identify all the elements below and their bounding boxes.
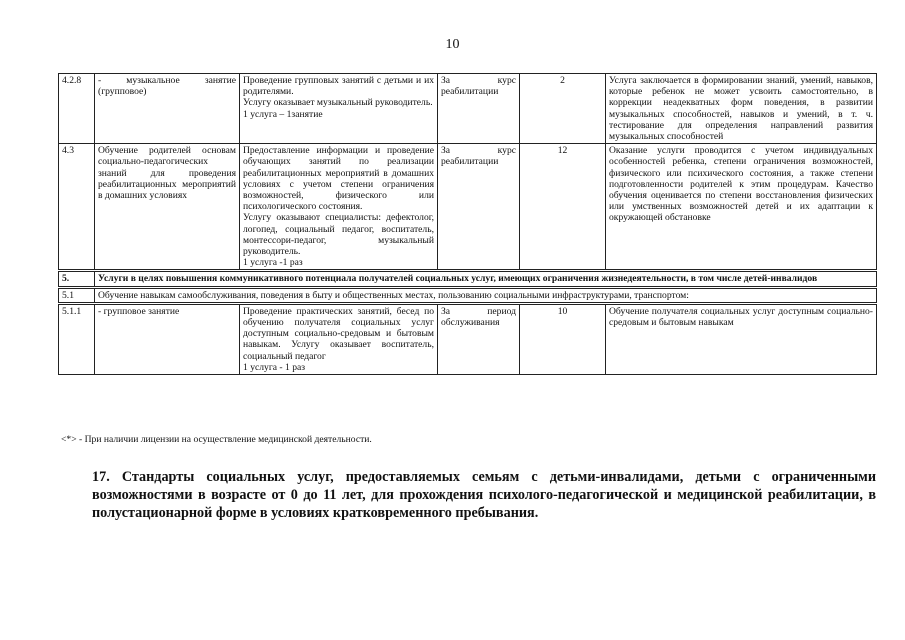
service-period: За курс реабилитации bbox=[438, 74, 520, 144]
service-count: 12 bbox=[520, 144, 606, 271]
subsection-title: Обучение навыкам самообслуживания, поведения в быту и общественных местах, пользованию социальными инфраструктурами, транспортом: bbox=[95, 287, 877, 303]
description-line: Проведение групповых занятий с детьми и их родителями. bbox=[243, 75, 434, 98]
service-standard: Услуга заключается в формировании знаний, умений, навыков, которые ребенок не может усвоить самостоятельно, в коррекции неадекватных форм поведения, в развитии музыкальных способностей, навыков и умений, в т. ч. тестирование для определения направлений развития музыкальных способностей bbox=[606, 74, 877, 144]
subsection-row bbox=[59, 287, 877, 303]
services-table bbox=[58, 73, 877, 375]
section-title: Услуги в целях повышения коммуникативного потенциала получателей социальных услуг, имеющих ограничения жизнедеятельности, в том числе детей-инвалидов bbox=[95, 271, 877, 287]
description-line: Проведение практических занятий, бесед по обучению получателя социальных услуг доступным социально-средовым и бытовым навыкам. Услугу оказывает воспитатель, социальный педагог bbox=[243, 305, 434, 362]
row-number: 4.2.8 bbox=[59, 74, 95, 144]
section-number: 5. bbox=[59, 271, 95, 287]
page-number: 10 bbox=[445, 37, 460, 52]
footnote: <*> - При наличии лицензии на осуществление медицинской деятельности. bbox=[61, 434, 372, 445]
description-line: Предоставление информации и проведение обучающих занятий по реализации реабилитационных мероприятий в домашних условиях с учетом степени ограничения возможностей, физического или психологического состояния. bbox=[243, 145, 434, 213]
description-line: 1 услуга - 1 раз bbox=[243, 361, 306, 373]
service-name: - групповое занятие bbox=[95, 303, 240, 374]
service-name: - музыкальное занятие (групповое) bbox=[95, 74, 240, 144]
section-row bbox=[59, 271, 877, 287]
table-row bbox=[59, 303, 877, 374]
service-description bbox=[240, 144, 438, 271]
service-standard: Обучение получателя социальных услуг доступным социально-средовым и бытовым навыкам bbox=[606, 303, 877, 374]
description-line: 1 услуга – 1занятие bbox=[243, 108, 323, 120]
description-line: Услугу оказывает музыкальный руководитель. bbox=[243, 97, 433, 109]
service-standard: Оказание услуги проводится с учетом индивидуальных особенностей ребенка, степени ограничения возможностей, физического или психического состояния, а также степени подготовленности родителей к этим процедурам. Качество обучения оценивается по степени восстановления физических или умственных возможностей детей и их адаптации к окружающей обстановке bbox=[606, 144, 877, 271]
service-name: Обучение родителей основам социально-педагогических знаний для проведения реабилитационных мероприятий в домашних условиях bbox=[95, 144, 240, 271]
service-count: 2 bbox=[520, 74, 606, 144]
description-line: 1 услуга -1 раз bbox=[243, 257, 303, 269]
table-row bbox=[59, 74, 877, 144]
section-heading: 17. Стандарты социальных услуг, предоставляемых семьям с детьми-инвалидами, детьми с ограниченными возможностями в возрасте от 0 до 11 лет, для прохождения психолого-педагогической и медицинской реабилитации, в полустационарной форме в условиях кратковременного пребывания. bbox=[92, 469, 876, 521]
service-count: 10 bbox=[520, 303, 606, 374]
service-period: За курс реабилитации bbox=[438, 144, 520, 271]
table-row bbox=[59, 144, 877, 271]
row-number: 5.1.1 bbox=[59, 303, 95, 374]
service-description bbox=[240, 303, 438, 374]
service-description bbox=[240, 74, 438, 144]
description-line: Услугу оказывают специалисты: дефектолог, логопед, социальный педагог, воспитатель, монтессори-педагог, музыкальный руководитель. bbox=[243, 212, 434, 258]
subsection-number: 5.1 bbox=[59, 287, 95, 303]
row-number: 4.3 bbox=[59, 144, 95, 271]
service-period: За период обслуживания bbox=[438, 303, 520, 374]
